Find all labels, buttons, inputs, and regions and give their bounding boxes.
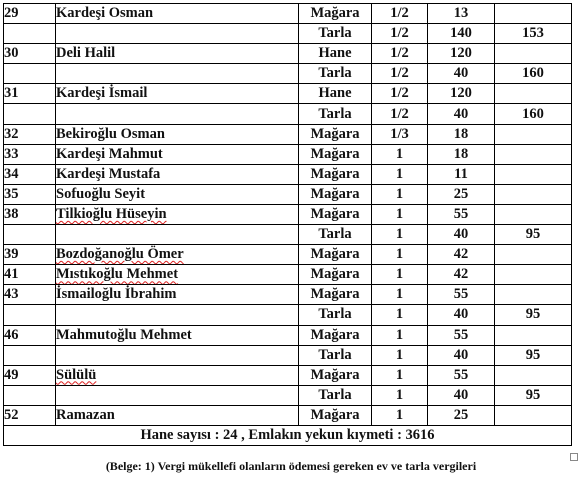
row-total: 153 — [495, 24, 572, 44]
owner-name-text: Bozdoğanoğlu Ömer — [56, 246, 184, 263]
row-total — [495, 245, 572, 265]
property-value: 55 — [428, 325, 495, 345]
table-row — [4, 385, 572, 405]
property-type: Tarla — [299, 24, 372, 44]
property-type: Mağara — [299, 245, 372, 265]
row-total — [495, 84, 572, 104]
property-value: 40 — [428, 225, 495, 245]
row-number: 33 — [4, 144, 56, 164]
row-number — [4, 24, 56, 44]
table-row — [4, 285, 572, 305]
row-number: 35 — [4, 184, 56, 204]
property-type: Mağara — [299, 124, 372, 144]
ownership-share: 1 — [372, 325, 428, 345]
ownership-share: 1 — [372, 385, 428, 405]
owner-name — [56, 64, 299, 84]
table-row — [4, 84, 572, 104]
row-total — [495, 164, 572, 184]
property-type: Mağara — [299, 164, 372, 184]
ownership-share: 1 — [372, 405, 428, 425]
table-row — [4, 325, 572, 345]
row-number: 38 — [4, 204, 56, 224]
ownership-share: 1/3 — [372, 124, 428, 144]
ownership-share: 1 — [372, 245, 428, 265]
row-total: 95 — [495, 225, 572, 245]
row-total — [495, 184, 572, 204]
owner-name: İsmailoğlu İbrahim — [56, 285, 299, 305]
property-value: 40 — [428, 345, 495, 365]
property-type: Tarla — [299, 345, 372, 365]
property-value: 55 — [428, 204, 495, 224]
row-number: 39 — [4, 245, 56, 265]
summary-text: Hane sayısı : 24 , Emlakın yekun kıymeti : 3616 — [4, 425, 572, 445]
row-total — [495, 124, 572, 144]
property-type: Mağara — [299, 325, 372, 345]
row-total — [495, 4, 572, 24]
table-row — [4, 184, 572, 204]
property-type: Mağara — [299, 144, 372, 164]
ownership-share: 1 — [372, 204, 428, 224]
property-type: Tarla — [299, 64, 372, 84]
ownership-share: 1 — [372, 164, 428, 184]
table-row — [4, 124, 572, 144]
property-type: Mağara — [299, 405, 372, 425]
owner-name — [56, 345, 299, 365]
row-number: 41 — [4, 265, 56, 285]
property-type: Mağara — [299, 4, 372, 24]
row-number — [4, 64, 56, 84]
owner-name-text: Mıstıkoğlu Mehmet — [56, 266, 179, 283]
row-number: 52 — [4, 405, 56, 425]
ownership-share: 1 — [372, 184, 428, 204]
ownership-share: 1/2 — [372, 84, 428, 104]
table-row — [4, 405, 572, 425]
owner-name: Bekiroğlu Osman — [56, 124, 299, 144]
ownership-share: 1/2 — [372, 24, 428, 44]
property-type: Tarla — [299, 104, 372, 124]
row-total — [495, 365, 572, 385]
row-total: 95 — [495, 345, 572, 365]
owner-name — [56, 225, 299, 245]
row-number: 46 — [4, 325, 56, 345]
ownership-share: 1 — [372, 144, 428, 164]
row-number: 34 — [4, 164, 56, 184]
row-total — [495, 405, 572, 425]
row-number: 30 — [4, 44, 56, 64]
owner-name: Kardeşi Mahmut — [56, 144, 299, 164]
property-value: 18 — [428, 144, 495, 164]
table-row — [4, 4, 572, 24]
owner-name-text: Tilkioğlu Hüseyin — [56, 205, 167, 222]
property-value: 140 — [428, 24, 495, 44]
owner-name: Kardeşi Osman — [56, 4, 299, 24]
ownership-share: 1/2 — [372, 44, 428, 64]
document-caption: (Belge: 1) Vergi mükellefi olanların ödemesi gereken ev ve tarla vergileri — [105, 459, 477, 473]
row-number — [4, 385, 56, 405]
table-row — [4, 164, 572, 184]
owner-name: Kardeşi İsmail — [56, 84, 299, 104]
property-type: Mağara — [299, 365, 372, 385]
summary-row — [4, 425, 572, 445]
row-total — [495, 44, 572, 64]
row-number — [4, 345, 56, 365]
table-row — [4, 365, 572, 385]
table-row — [4, 245, 572, 265]
table-row — [4, 305, 572, 325]
row-total: 160 — [495, 104, 572, 124]
property-value: 40 — [428, 104, 495, 124]
ownership-share: 1 — [372, 265, 428, 285]
property-value: 40 — [428, 64, 495, 84]
row-total — [495, 265, 572, 285]
row-total — [495, 325, 572, 345]
row-number: 49 — [4, 365, 56, 385]
table-row — [4, 64, 572, 84]
owner-name — [56, 385, 299, 405]
table-row — [4, 44, 572, 64]
row-total: 95 — [495, 305, 572, 325]
owner-name — [56, 104, 299, 124]
owner-name — [56, 305, 299, 325]
owner-name — [56, 365, 299, 385]
property-value: 55 — [428, 365, 495, 385]
owner-name — [56, 24, 299, 44]
property-type: Tarla — [299, 305, 372, 325]
row-number: 32 — [4, 124, 56, 144]
ownership-share: 1/2 — [372, 4, 428, 24]
owner-name: Kardeşi Mustafa — [56, 164, 299, 184]
property-type: Mağara — [299, 204, 372, 224]
row-number — [4, 104, 56, 124]
property-value: 120 — [428, 44, 495, 64]
property-type: Mağara — [299, 184, 372, 204]
property-value: 42 — [428, 245, 495, 265]
row-total — [495, 285, 572, 305]
property-value: 40 — [428, 385, 495, 405]
row-total: 160 — [495, 64, 572, 84]
row-total — [495, 204, 572, 224]
ownership-share: 1 — [372, 225, 428, 245]
property-value: 120 — [428, 84, 495, 104]
owner-name — [56, 245, 299, 265]
row-number — [4, 225, 56, 245]
row-number: 29 — [4, 4, 56, 24]
table-row — [4, 345, 572, 365]
ownership-share: 1/2 — [372, 64, 428, 84]
owner-name: Ramazan — [56, 405, 299, 425]
property-value: 25 — [428, 405, 495, 425]
property-type: Tarla — [299, 225, 372, 245]
owner-name — [56, 265, 299, 285]
table-row — [4, 204, 572, 224]
ownership-share: 1/2 — [372, 104, 428, 124]
ownership-share: 1 — [372, 365, 428, 385]
ownership-share: 1 — [372, 285, 428, 305]
row-number: 31 — [4, 84, 56, 104]
table-row — [4, 265, 572, 285]
owner-name: Mahmutoğlu Mehmet — [56, 325, 299, 345]
property-value: 25 — [428, 184, 495, 204]
owner-name: Sofuoğlu Seyit — [56, 184, 299, 204]
property-type: Hane — [299, 84, 372, 104]
owner-name: Deli Halil — [56, 44, 299, 64]
row-total: 95 — [495, 385, 572, 405]
row-number — [4, 305, 56, 325]
property-type: Tarla — [299, 385, 372, 405]
tax-table — [3, 3, 572, 446]
property-value: 18 — [428, 124, 495, 144]
row-number: 43 — [4, 285, 56, 305]
table-row — [4, 24, 572, 44]
property-type: Mağara — [299, 265, 372, 285]
property-value: 40 — [428, 305, 495, 325]
property-value: 42 — [428, 265, 495, 285]
owner-name — [56, 204, 299, 224]
property-value: 55 — [428, 285, 495, 305]
property-type: Hane — [299, 44, 372, 64]
property-type: Mağara — [299, 285, 372, 305]
ownership-share: 1 — [372, 345, 428, 365]
row-total — [495, 144, 572, 164]
table-row — [4, 144, 572, 164]
ownership-share: 1 — [372, 305, 428, 325]
property-value: 11 — [428, 164, 495, 184]
property-value: 13 — [428, 4, 495, 24]
table-row — [4, 225, 572, 245]
table-row — [4, 104, 572, 124]
owner-name-text: Sülülü — [56, 366, 97, 383]
